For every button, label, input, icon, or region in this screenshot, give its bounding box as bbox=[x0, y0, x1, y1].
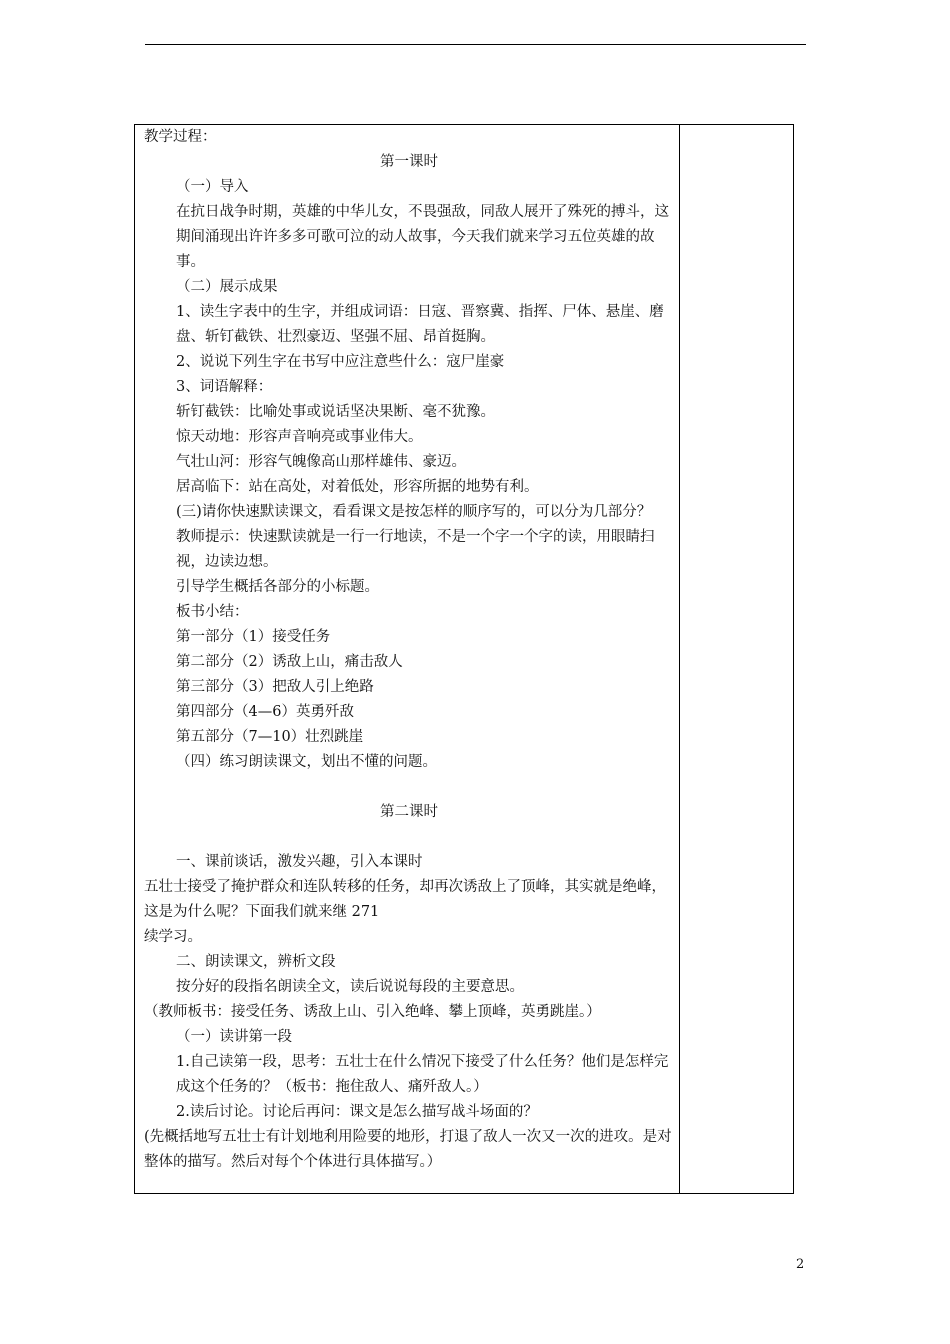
text-line: 2.读后讨论。讨论后再问：课文是怎么描写战斗场面的？ bbox=[176, 1104, 538, 1120]
text-line: 在抗日战争时期，英雄的中华儿女，不畏强敌，同敌人展开了殊死的搏斗，这期间涌现出许许多多可歌可泣的动人故事，今天我们就来学习五位英雄的故事。 bbox=[176, 204, 669, 270]
blank-line bbox=[144, 825, 674, 850]
blank-line bbox=[144, 775, 674, 800]
text-line: 按分好的段指名朗读全文，读后说说每段的主要意思。 bbox=[176, 979, 524, 995]
text-line: 惊天动地：形容声音响亮或事业伟大。 bbox=[176, 429, 423, 445]
text-line: 第一课时 bbox=[380, 154, 438, 170]
text-line: （一）读讲第一段 bbox=[176, 1029, 292, 1045]
text-line: 气壮山河：形容气魄像高山那样雄伟、豪迈。 bbox=[176, 454, 466, 470]
text-line: 3、词语解释： bbox=[176, 379, 273, 395]
header-rule bbox=[145, 44, 806, 45]
text-line: 二、朗读课文，辨析文段 bbox=[176, 954, 336, 970]
text-line: 第二部分（2）诱敌上山，痛击敌人 bbox=[176, 654, 403, 670]
page-number: 2 bbox=[796, 1257, 805, 1272]
text-line: 斩钉截铁：比喻处事或说话坚决果断、毫不犹豫。 bbox=[176, 404, 495, 420]
text-line: 第五部分（7—10）壮烈跳崖 bbox=[176, 729, 364, 745]
text-line: 1、读生字表中的生字，并组成词语：日寇、晋察冀、指挥、尸体、悬崖、磨盘、斩钉截铁、壮烈豪迈、坚强不屈、昂首挺胸。 bbox=[176, 304, 664, 345]
text-line: 续学习。 bbox=[144, 929, 202, 945]
text-line: 第一部分（1）接受任务 bbox=[176, 629, 331, 645]
text-line: 板书小结： bbox=[176, 604, 249, 620]
text-line: 一、课前谈话，激发兴趣，引入本课时 bbox=[176, 854, 423, 870]
text-line: （四）练习朗读课文，划出不懂的问题。 bbox=[176, 754, 437, 770]
text-line: 第四部分（4—6）英勇歼敌 bbox=[176, 704, 354, 720]
lesson-content bbox=[144, 125, 674, 1175]
table-column-divider bbox=[679, 124, 680, 1194]
text-line: （教师板书：接受任务、诱敌上山、引入绝峰、攀上顶峰，英勇跳崖。） bbox=[144, 1004, 601, 1020]
text-line: (三)请你快速默读课文，看看课文是按怎样的顺序写的，可以分为几部分？ bbox=[176, 504, 652, 520]
text-line: 教师提示：快速默读就是一行一行地读，不是一个字一个字的读，用眼睛扫视，边读边想。 bbox=[176, 529, 655, 570]
text-line: 教学过程： bbox=[144, 129, 217, 145]
text-line: 1.自己读第一段，思考：五壮士在什么情况下接受了什么任务？他们是怎样完成这个任务的？（板书：拖住敌人、痛歼敌人。） bbox=[176, 1054, 669, 1095]
text-line: 第二课时 bbox=[380, 804, 438, 820]
text-line: （二）展示成果 bbox=[176, 279, 278, 295]
text-line: （一）导入 bbox=[176, 179, 249, 195]
text-line: 引导学生概括各部分的小标题。 bbox=[176, 579, 379, 595]
text-line: 2、说说下列生字在书写中应注意些什么：寇尸崖豪 bbox=[176, 354, 505, 370]
text-line: 第三部分（3）把敌人引上绝路 bbox=[176, 679, 374, 695]
text-line: (先概括地写五壮士有计划地利用险要的地形，打退了敌人一次又一次的进攻。是对整体的描写。然后对每个个体进行具体描写。） bbox=[144, 1129, 672, 1170]
text-line: 五壮士接受了掩护群众和连队转移的任务，却再次诱敌上了顶峰，其实就是绝峰，这是为什么呢？下面我们就来继 271 bbox=[144, 879, 666, 920]
text-line: 居高临下：站在高处，对着低处，形容所据的地势有利。 bbox=[176, 479, 539, 495]
